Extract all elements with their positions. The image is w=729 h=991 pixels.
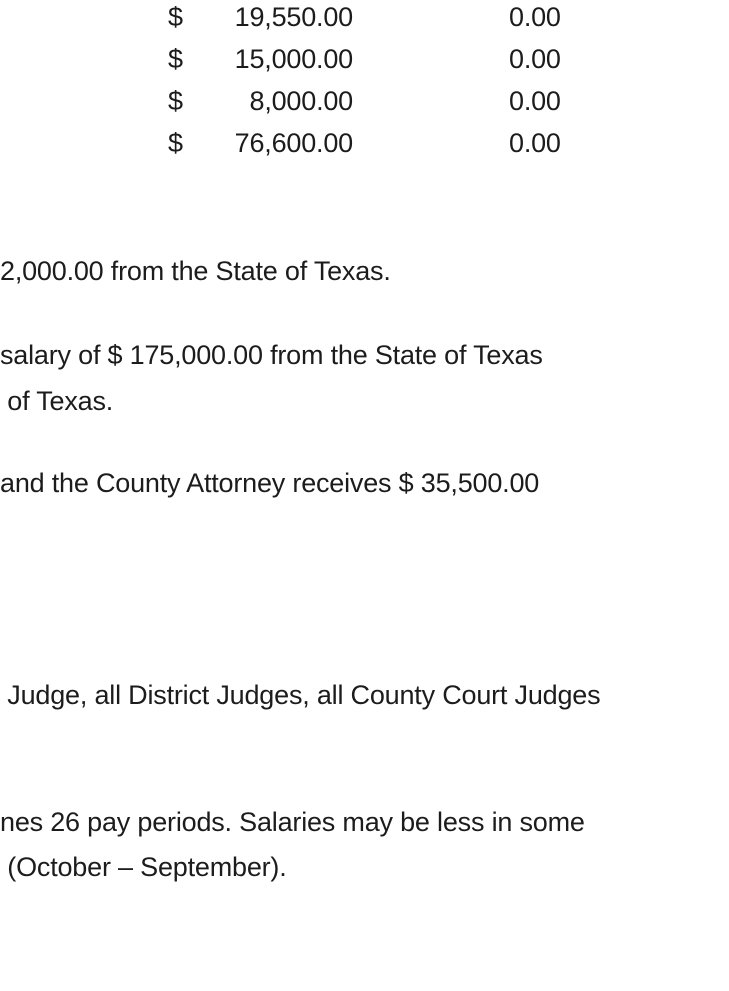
salary-amount: 19,550.00 (234, 2, 353, 32)
salary-amount: 76,600.00 (234, 128, 353, 158)
zero-amount: 0.00 (509, 86, 561, 116)
paragraph-judges: Judge, all District Judges, all County Court Judges (0, 680, 601, 710)
paragraph-county-attorney: and the County Attorney receives $ 35,500.00 (0, 468, 540, 498)
paragraph-district-judge-line-2: of Texas. (0, 386, 114, 416)
currency-symbol: $ (168, 86, 183, 116)
zero-amount: 0.00 (509, 128, 561, 158)
table-row (0, 126, 729, 160)
paragraph-pay-periods-line-2: (October – September). (0, 852, 287, 882)
salary-amount: 8,000.00 (249, 86, 353, 116)
currency-symbol: $ (168, 128, 183, 158)
table-row (0, 0, 729, 34)
paragraph-pay-periods-line-1: nes 26 pay periods. Salaries may be less in some (0, 807, 585, 837)
paragraph-state-salary: 2,000.00 from the State of Texas. (0, 256, 391, 286)
salary-amount: 15,000.00 (234, 44, 353, 74)
table-row (0, 42, 729, 76)
currency-symbol: $ (168, 44, 183, 74)
zero-amount: 0.00 (509, 44, 561, 74)
paragraph-district-judge-line-1: salary of $ 175,000.00 from the State of Texas (0, 340, 543, 370)
currency-symbol: $ (168, 2, 183, 32)
zero-amount: 0.00 (509, 2, 561, 32)
table-row (0, 84, 729, 118)
